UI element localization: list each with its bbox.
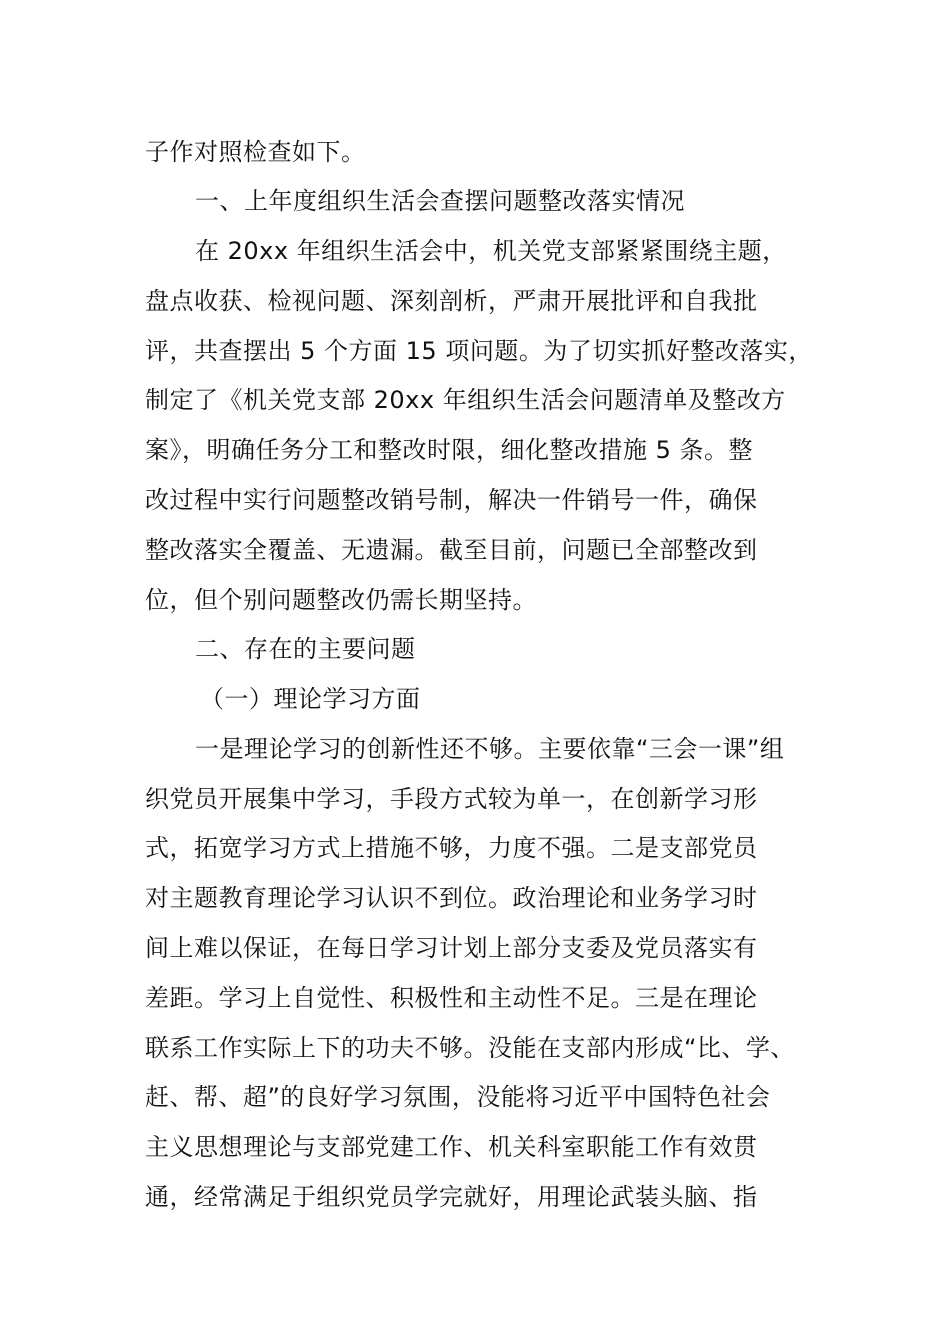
section-heading-1: 一、上年度组织生活会查摆问题整改落实情况	[195, 187, 685, 215]
paragraph-line: 一是理论学习的创新性还不够。主要依靠“三会一课”组	[195, 735, 785, 763]
paragraph-line: 联系工作实际上下的功夫不够。没能在支部内形成“比、学、	[145, 1034, 795, 1062]
paragraph-line: 差距。学习上自觉性、积极性和主动性不足。三是在理论	[145, 984, 758, 1012]
paragraph-line: 评，共查摆出 5 个方面 15 项问题。为了切实抓好整改落实，	[145, 337, 813, 365]
paragraph-line: 在 20xx 年组织生活会中，机关党支部紧紧围绕主题，	[195, 237, 787, 265]
subsection-heading: （一）理论学习方面	[200, 685, 421, 713]
paragraph-line: 盘点收获、检视问题、深刻剖析，严肃开展批评和自我批	[145, 287, 758, 315]
paragraph-line: 案》，明确任务分工和整改时限，细化整改措施 5 条。整	[145, 436, 754, 464]
paragraph-line: 织党员开展集中学习，手段方式较为单一，在创新学习形	[145, 785, 758, 813]
paragraph-line: 间上难以保证，在每日学习计划上部分支委及党员落实有	[145, 934, 758, 962]
paragraph-line: 式，拓宽学习方式上措施不够，力度不强。二是支部党员	[145, 834, 758, 862]
paragraph-line: 整改落实全覆盖、无遗漏。截至目前，问题已全部整改到	[145, 536, 758, 564]
paragraph-line: 制定了《机关党支部 20xx 年组织生活会问题清单及整改方	[145, 386, 786, 414]
paragraph-line: 通，经常满足于组织党员学完就好，用理论武装头脑、指	[145, 1183, 758, 1211]
paragraph-line: 子作对照检查如下。	[145, 138, 366, 166]
section-heading-2: 二、存在的主要问题	[195, 635, 416, 663]
paragraph-line: 赶、帮、超”的良好学习氛围，没能将习近平中国特色社会	[145, 1083, 771, 1111]
paragraph-line: 主义思想理论与支部党建工作、机关科室职能工作有效贯	[145, 1133, 758, 1161]
paragraph-line: 位，但个别问题整改仍需长期坚持。	[145, 586, 537, 614]
paragraph-line: 改过程中实行问题整改销号制，解决一件销号一件，确保	[145, 486, 758, 514]
paragraph-line: 对主题教育理论学习认识不到位。政治理论和业务学习时	[145, 884, 758, 912]
